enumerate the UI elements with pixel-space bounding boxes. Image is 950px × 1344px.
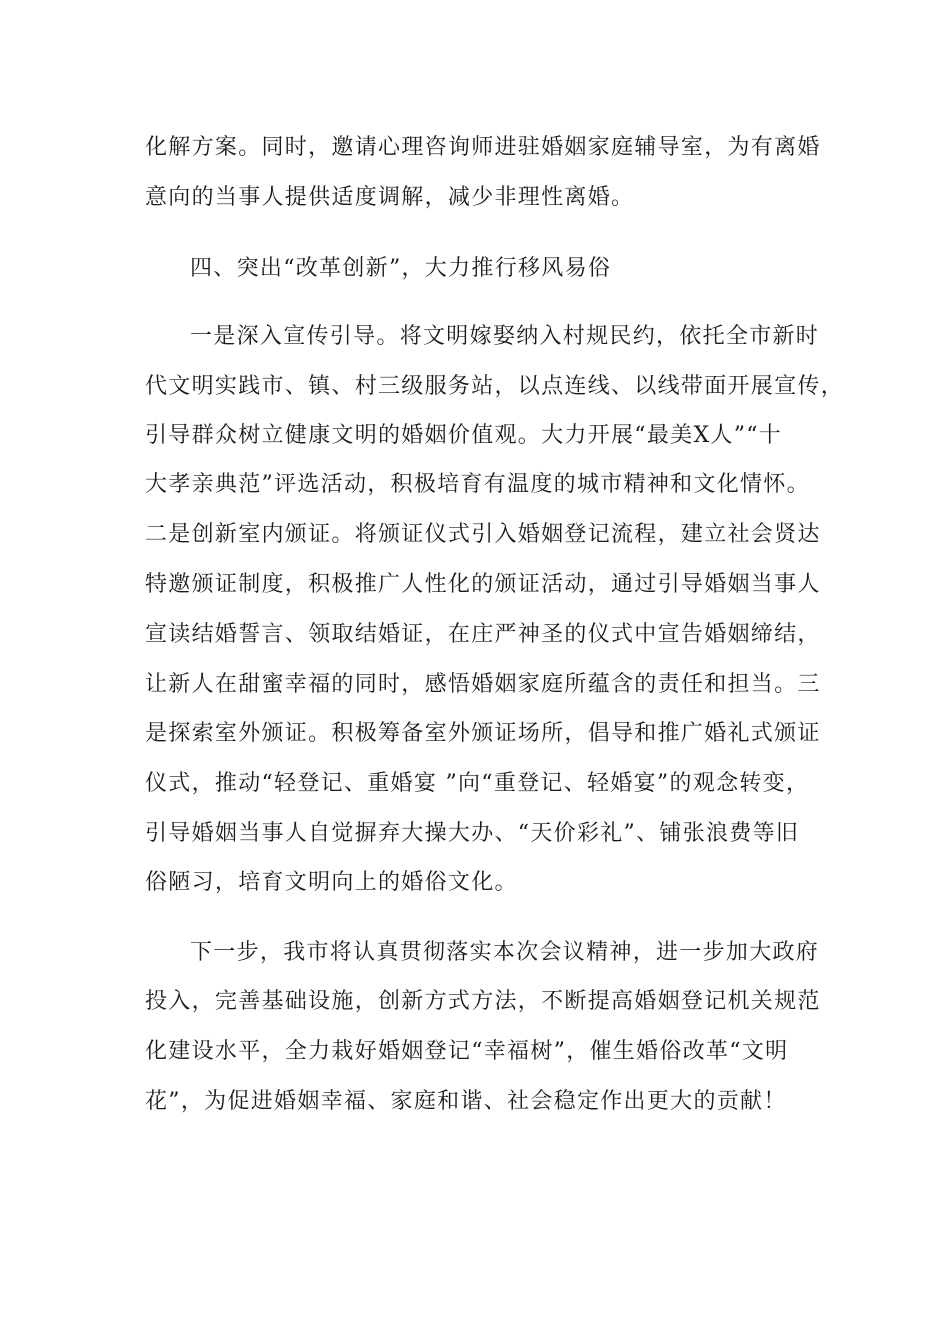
paragraph-line: 大孝亲典范”评选活动，积极培育有温度的城市精神和文化情怀。 bbox=[145, 472, 810, 497]
paragraph-line: 二是创新室内颁证。将颁证仪式引入婚姻登记流程，建立社会贤达 bbox=[145, 522, 821, 547]
paragraph-line: 投入，完善基础设施，创新方式方法，不断提高婚姻登记机关规范 bbox=[145, 989, 821, 1014]
paragraph-line: 一是深入宣传引导。将文明嫁娶纳入村规民约，依托全市新时 bbox=[190, 324, 820, 349]
paragraph-line: 花”，为促进婚姻幸福、家庭和谐、社会稳定作出更大的贡献！ bbox=[145, 1089, 787, 1114]
paragraph-line: 引导婚姻当事人自觉摒弃大操大办、“天价彩礼”、铺张浪费等旧 bbox=[145, 821, 800, 846]
paragraph-line: 俗陋习，培育文明向上的婚俗文化。 bbox=[145, 870, 518, 895]
paragraph-line: 化建设水平，全力栽好婚姻登记“幸福树”，催生婚俗改革“文明 bbox=[145, 1039, 789, 1064]
paragraph-line: 代文明实践市、镇、村三级服务站，以点连线、以线带面开展宣传， bbox=[145, 374, 845, 399]
paragraph-line: 下一步，我市将认真贯彻落实本次会议精神，进一步加大政府 bbox=[190, 940, 820, 965]
paragraph-line: 让新人在甜蜜幸福的同时，感悟婚姻家庭所蕴含的责任和担当。三 bbox=[145, 672, 821, 697]
paragraph-line: 引导群众树立健康文明的婚姻价值观。大力开展“最美X人”“十 bbox=[145, 423, 783, 448]
paragraph-line: 特邀颁证制度，积极推广人性化的颁证活动，通过引导婚姻当事人 bbox=[145, 572, 821, 597]
paragraph-line: 意向的当事人提供适度调解，减少非理性离婚。 bbox=[145, 185, 635, 210]
paragraph-line: 是探索室外颁证。积极筹备室外颁证场所，倡导和推广婚礼式颁证 bbox=[145, 721, 821, 746]
paragraph-line: 化解方案。同时，邀请心理咨询师进驻婚姻家庭辅导室，为有离婚 bbox=[145, 135, 821, 160]
section-heading: 四、突出“改革创新”，大力推行移风易俗 bbox=[190, 256, 612, 281]
paragraph-line: 仪式，推动“轻登记、重婚宴 ”向“重登记、轻婚宴”的观念转变， bbox=[145, 771, 810, 796]
paragraph-line: 宣读结婚誓言、领取结婚证，在庄严神圣的仪式中宣告婚姻缔结， bbox=[145, 622, 821, 647]
